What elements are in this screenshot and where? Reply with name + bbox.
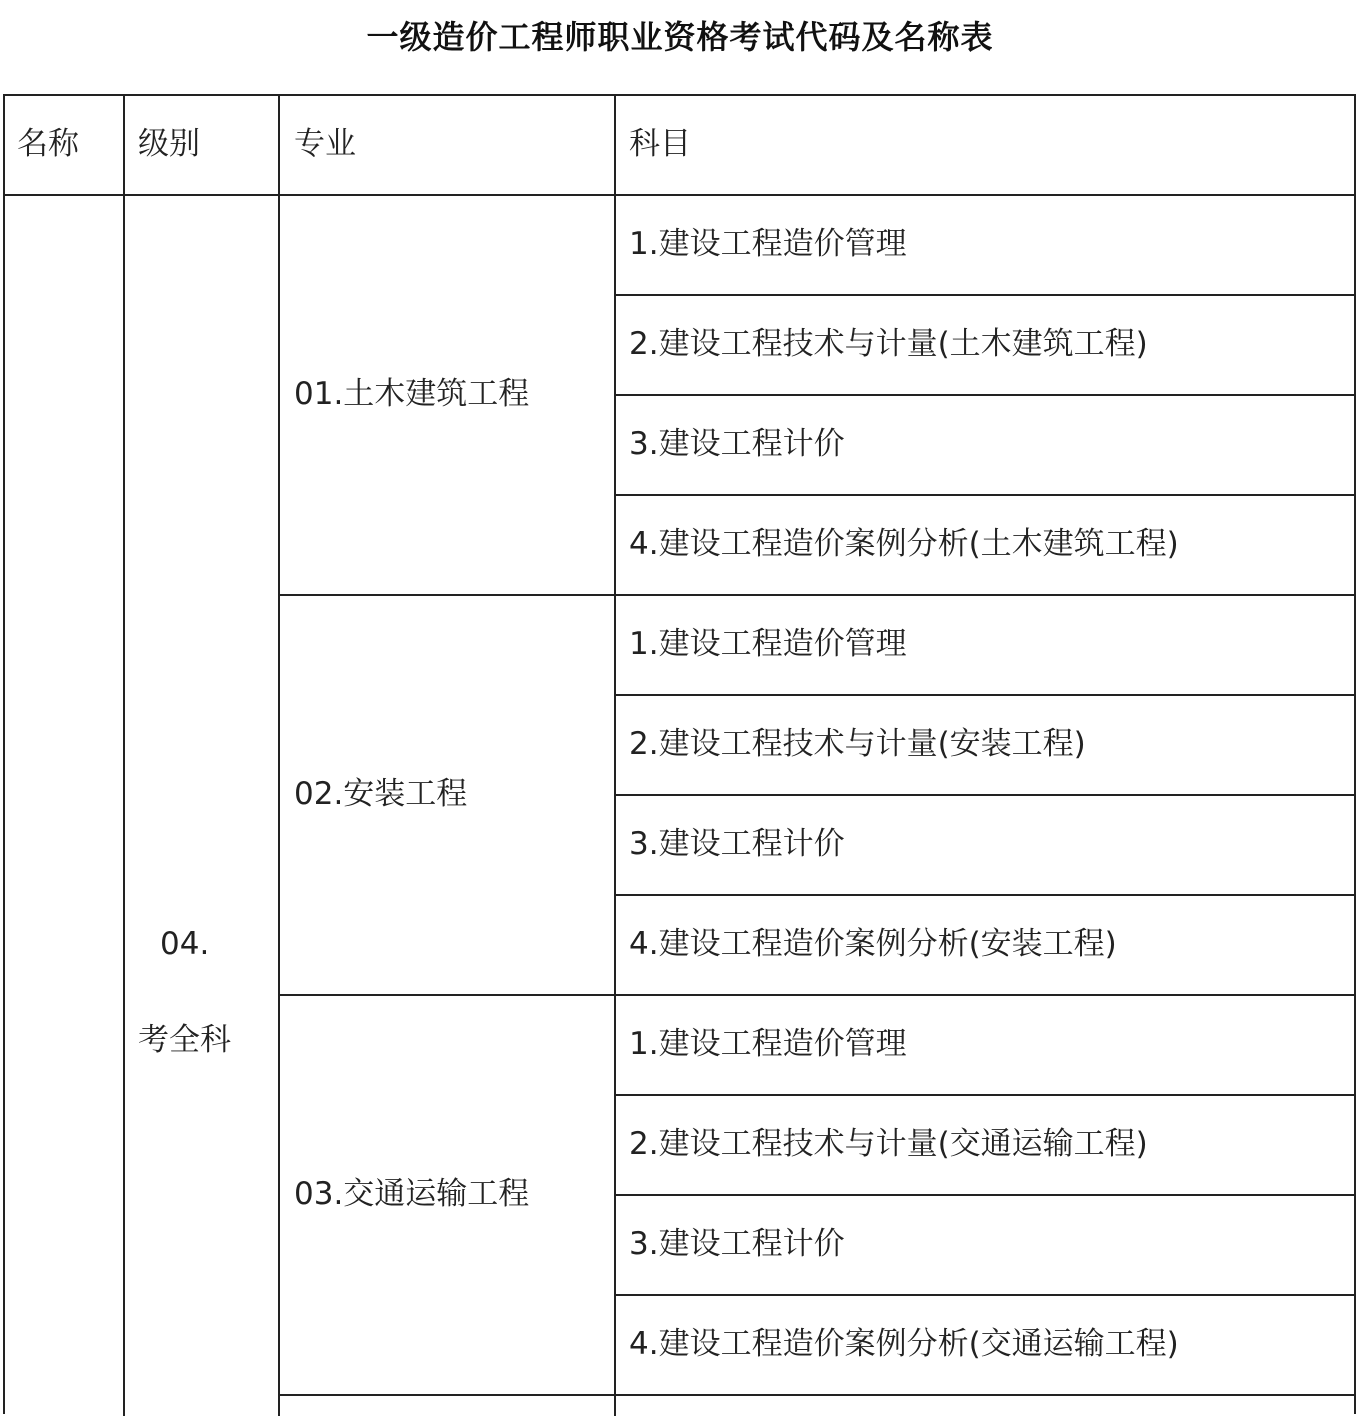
major-cell: 03.交通运输工程: [294, 1176, 530, 1212]
row-divider: [616, 294, 1354, 296]
row-divider: [616, 1194, 1354, 1196]
subject-cell: 4.建设工程造价案例分析(土木建筑工程): [629, 526, 1179, 562]
level-code: 04.: [160, 926, 210, 962]
level-label: 考全科: [138, 1022, 231, 1058]
subject-cell: 3.建设工程计价: [629, 1226, 845, 1262]
subject-cell: 2.建设工程技术与计量(安装工程): [629, 726, 1086, 762]
major-divider: [280, 594, 1354, 596]
column-divider: [278, 96, 280, 1416]
subject-cell: 2.建设工程技术与计量(交通运输工程): [629, 1126, 1148, 1162]
page-title: 一级造价工程师职业资格考试代码及名称表: [366, 18, 994, 56]
subject-cell: 3.建设工程计价: [629, 426, 845, 462]
major-divider: [280, 994, 1354, 996]
header-subject: 科目: [629, 126, 691, 162]
subject-cell: 2.建设工程技术与计量(土木建筑工程): [629, 326, 1148, 362]
subject-cell: 1.建设工程造价管理: [629, 226, 907, 262]
major-cell: 02.安装工程: [294, 776, 468, 812]
subject-cell: 4.建设工程造价案例分析(交通运输工程): [629, 1326, 1179, 1362]
exam-code-table: [3, 94, 1356, 1414]
subject-cell: 3.建设工程计价: [629, 826, 845, 862]
header-divider: [5, 194, 1354, 196]
row-divider: [616, 694, 1354, 696]
header-name: 名称: [17, 126, 79, 162]
major-divider: [280, 1394, 1354, 1396]
row-divider: [616, 1094, 1354, 1096]
row-divider: [616, 394, 1354, 396]
row-divider: [616, 1294, 1354, 1296]
row-divider: [616, 494, 1354, 496]
major-cell: 01.土木建筑工程: [294, 376, 530, 412]
row-divider: [616, 794, 1354, 796]
subject-cell: 1.建设工程造价管理: [629, 1026, 907, 1062]
row-divider: [616, 894, 1354, 896]
header-level: 级别: [138, 126, 200, 162]
subject-cell: 1.建设工程造价管理: [629, 626, 907, 662]
header-major: 专业: [294, 126, 356, 162]
column-divider: [123, 96, 125, 1416]
subject-cell: 4.建设工程造价案例分析(安装工程): [629, 926, 1117, 962]
